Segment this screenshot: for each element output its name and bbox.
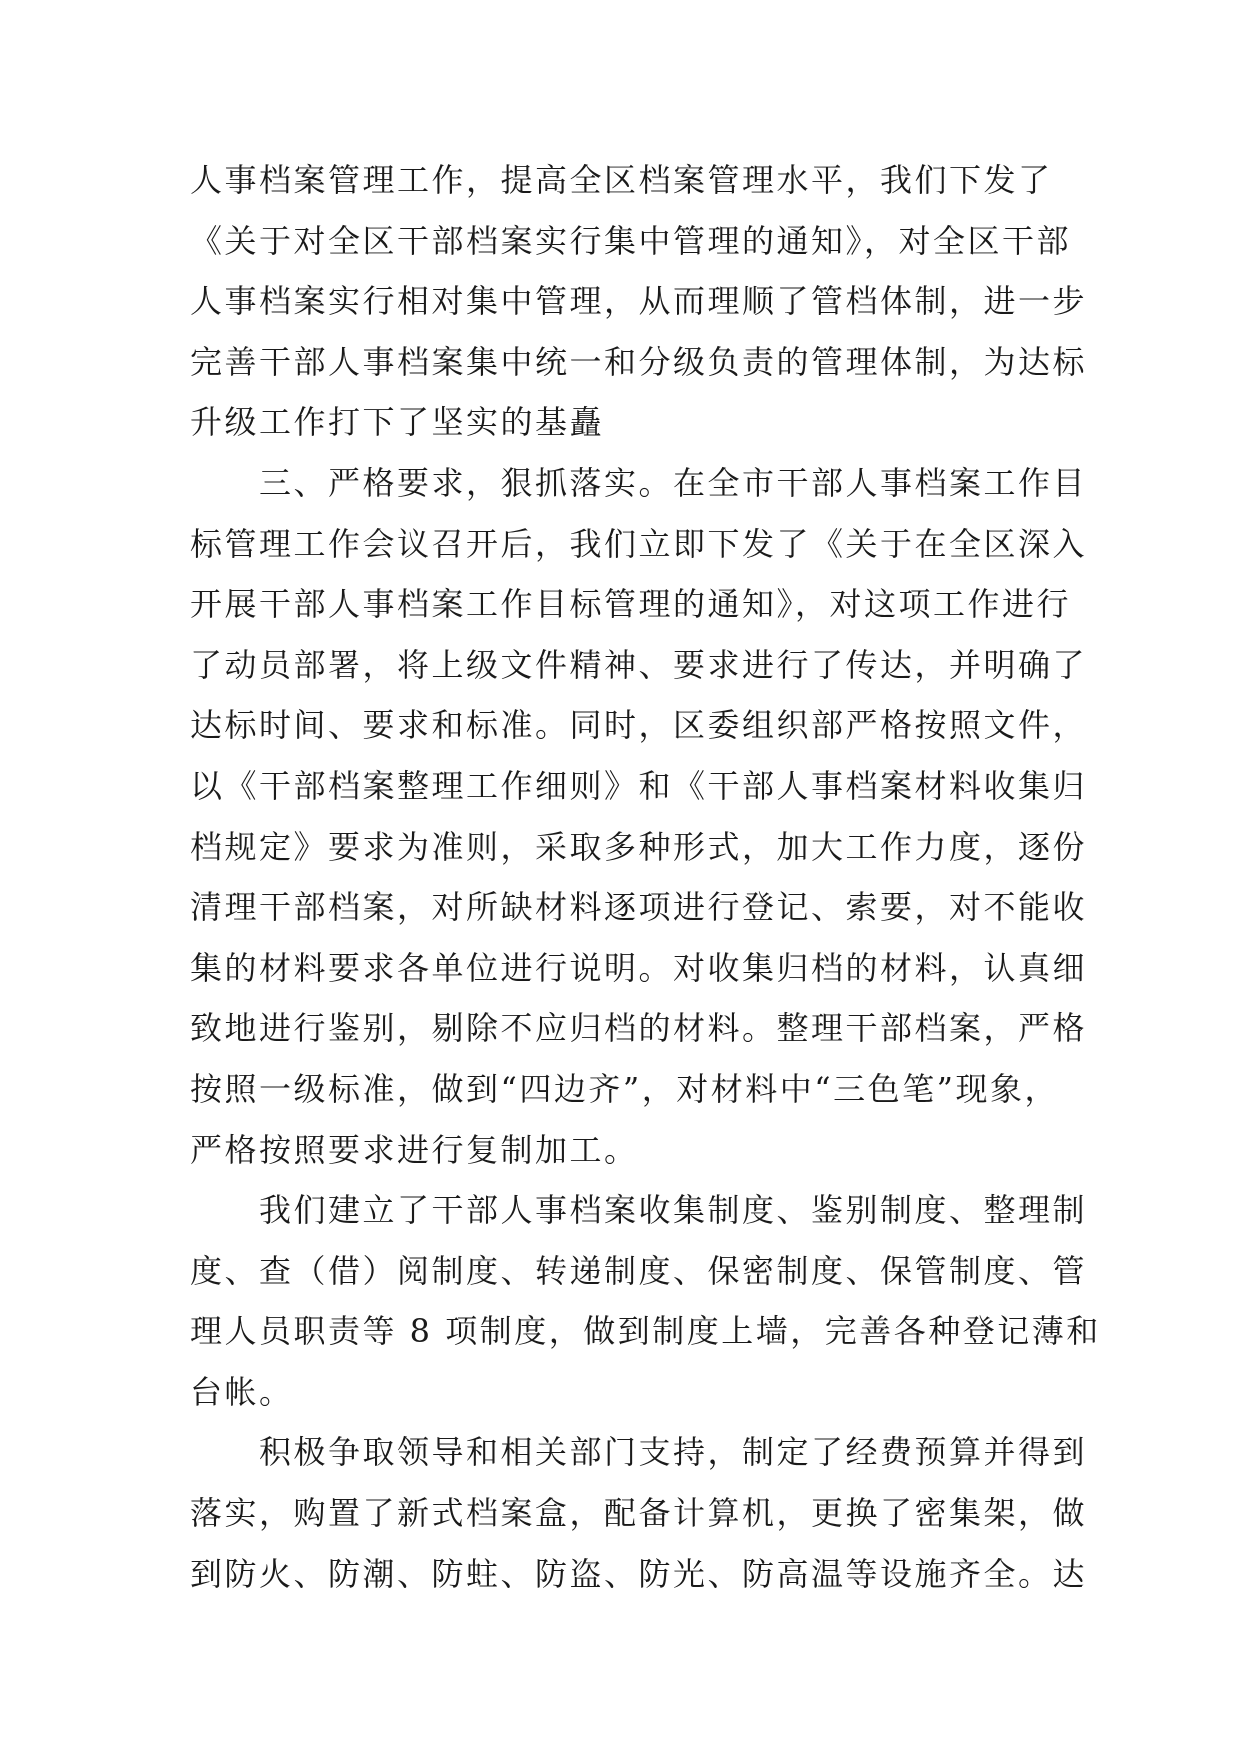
document-body [190,150,1101,1604]
text-line: 我们建立了干部人事档案收集制度、鉴别制度、整理制 [190,1191,1088,1230]
text-line: 集的材料要求各单位进行说明。对收集归档的材料，认真细 [190,948,1088,987]
paragraph-3 [190,1180,1101,1422]
text-line: 以《干部档案整理工作细则》和《干部人事档案材料收集归 [190,766,1088,805]
text-line: 到防火、防潮、防蛀、防盗、防光、防高温等设施齐全。达 [190,1554,1088,1593]
text-line: 档规定》要求为准则，采取多种形式，加大工作力度，逐份 [190,827,1088,866]
text-line: 严格按照要求进行复制加工。 [190,1130,639,1169]
text-line: 致地进行鉴别，剔除不应归档的材料。整理干部档案，严格 [190,1009,1088,1048]
text-line: 按照一级标准，做到“四边齐”，对材料中“三色笔”现象， [190,1069,1059,1108]
text-line: 人事档案实行相对集中管理，从而理顺了管档体制，进一步 [190,282,1088,321]
text-line: 三、严格要求，狠抓落实。在全市干部人事档案工作目 [190,463,1088,502]
text-line: 了动员部署，将上级文件精神、要求进行了传达，并明确了 [190,645,1088,684]
text-line: 开展干部人事档案工作目标管理的通知》，对这项工作进行 [190,585,1072,624]
paragraph-4 [190,1422,1088,1604]
text-line: 度、查（借）阅制度、转递制度、保密制度、保管制度、管 [190,1251,1088,1290]
text-line: 《关于对全区干部档案实行集中管理的通知》，对全区干部 [190,221,1072,260]
text-line: 台帐。 [190,1372,294,1411]
text-line: 达标时间、要求和标准。同时，区委组织部严格按照文件， [190,706,1088,745]
text-line: 人事档案管理工作，提高全区档案管理水平，我们下发了 [190,161,1053,199]
text-line: 标管理工作会议召开后，我们立即下发了《关于在全区深入 [190,524,1088,563]
text-line: 积极争取领导和相关部门支持，制定了经费预算并得到 [190,1433,1088,1472]
paragraph-1 [190,150,1088,453]
text-line: 升级工作打下了坚实的基矗 [190,403,605,442]
paragraph-2 [190,453,1088,1180]
text-line: 落实，购置了新式档案盒，配备计算机，更换了密集架，做 [190,1494,1088,1533]
text-line: 完善干部人事档案集中统一和分级负责的管理体制，为达标 [190,342,1088,381]
text-line: 理人员职责等 8 项制度，做到制度上墙，完善各种登记薄和 [190,1312,1101,1351]
text-line: 清理干部档案，对所缺材料逐项进行登记、索要，对不能收 [190,888,1088,927]
